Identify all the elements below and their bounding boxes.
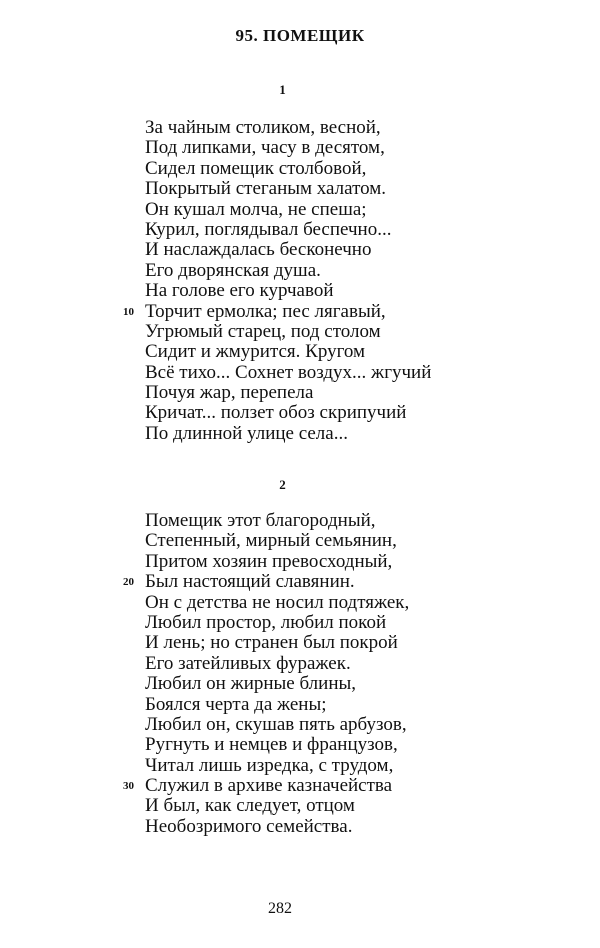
poem-line-text: Кричат... ползет обоз скрипучий <box>145 402 407 424</box>
poem-line-text: Покрытый стеганым халатом. <box>145 178 387 200</box>
poem-line <box>145 552 409 572</box>
poem-line <box>145 796 409 816</box>
poem-line-text: Любил простор, любил покой <box>145 611 387 633</box>
poem-line-text: Боялся черта да жены; <box>145 693 327 715</box>
poem-line <box>145 593 409 613</box>
poem-line-text: Торчит ермолка; пес лягавый, <box>145 300 386 322</box>
poem-line-text: Любил он жирные блины, <box>145 673 357 695</box>
poem-line-text: За чайным столиком, весной, <box>145 117 381 138</box>
poem-line-text: Степенный, мирный семьянин, <box>145 530 397 552</box>
poem-line-text: Служил в архиве казначейства <box>145 775 393 797</box>
line-number: 30 <box>123 780 134 793</box>
poem-line-text: И лень; но странен был покрой <box>145 632 398 654</box>
poem-line-text: Любил он, скушав пять арбузов, <box>145 713 407 735</box>
poem-line-text: Помещик этот благородный, <box>145 510 376 531</box>
poem-line <box>145 138 431 158</box>
poem-line <box>145 531 409 551</box>
poem-line-text: По длинной улице села... <box>145 422 348 444</box>
poem-line-text: Необозримого семейства. <box>145 815 353 837</box>
poem-line <box>145 179 431 199</box>
poem-line-text: Под липками, часу в десятом, <box>145 137 385 159</box>
line-number: 20 <box>123 576 134 589</box>
poem-line-text: Его затейливых фуражек. <box>145 652 351 674</box>
poem-line <box>145 735 409 755</box>
poem-line <box>145 633 409 653</box>
line-number: 10 <box>123 305 134 318</box>
section-number-1: 1 <box>279 82 286 97</box>
poem-line <box>145 118 431 138</box>
poem-line-text: Ругнуть и немцев и французов, <box>145 734 398 756</box>
poem-line-text: Всё тихо... Сохнет воздух... жгучий <box>145 361 432 383</box>
poem-line-text: Читал лишь изредка, с трудом, <box>145 754 394 776</box>
poem-line-text: Он с детства не носил подтяжек, <box>145 591 410 613</box>
poem-line <box>145 756 409 776</box>
poem-line-text: Был настоящий славянин. <box>145 571 355 593</box>
poem-line-text: И наслаждалась бесконечно <box>145 239 372 261</box>
poem-line <box>145 403 431 423</box>
poem-line <box>145 220 431 240</box>
poem-line-text: Его дворянская душа. <box>145 259 321 281</box>
poem-line <box>145 613 409 633</box>
poem-line <box>145 261 431 281</box>
stanza-2 <box>123 510 410 837</box>
poem-line <box>123 300 431 322</box>
section-number-2: 2 <box>279 477 286 492</box>
poem-line <box>145 322 431 342</box>
poem-line-text: На голове его курчавой <box>145 280 334 302</box>
poem-line <box>123 775 409 797</box>
poem-line <box>145 342 431 362</box>
poem-line-text: Сидит и жмурится. Кругом <box>145 341 366 363</box>
poem-line <box>145 200 431 220</box>
poem-line-text: Курил, поглядывал беспечно... <box>145 218 392 240</box>
poem-line <box>145 159 431 179</box>
poem-line <box>145 817 409 837</box>
poem-line <box>145 715 409 735</box>
poem-title: 95. ПОМЕЩИК <box>235 26 365 45</box>
poem-line <box>145 695 409 715</box>
stanza-1 <box>123 117 432 444</box>
poem-line <box>145 674 409 694</box>
poem-line <box>145 654 409 674</box>
poem-line-text: Сидел помещик столбовой, <box>145 157 367 179</box>
poem-line <box>123 571 409 593</box>
poem-line <box>145 281 431 301</box>
poem-line <box>145 511 409 531</box>
poem-line-text: И был, как следует, отцом <box>145 795 355 817</box>
poem-line-text: Он кушал молча, не спеша; <box>145 198 367 220</box>
poem-line <box>145 424 431 444</box>
poem-line <box>145 240 431 260</box>
poem-line <box>145 383 431 403</box>
poem-line <box>145 363 431 383</box>
poem-line-text: Почуя жар, перепела <box>145 382 314 404</box>
poem-line-text: Притом хозяин превосходный, <box>145 550 393 572</box>
poem-line-text: Угрюмый старец, под столом <box>145 320 381 342</box>
page-number: 282 <box>268 900 292 917</box>
